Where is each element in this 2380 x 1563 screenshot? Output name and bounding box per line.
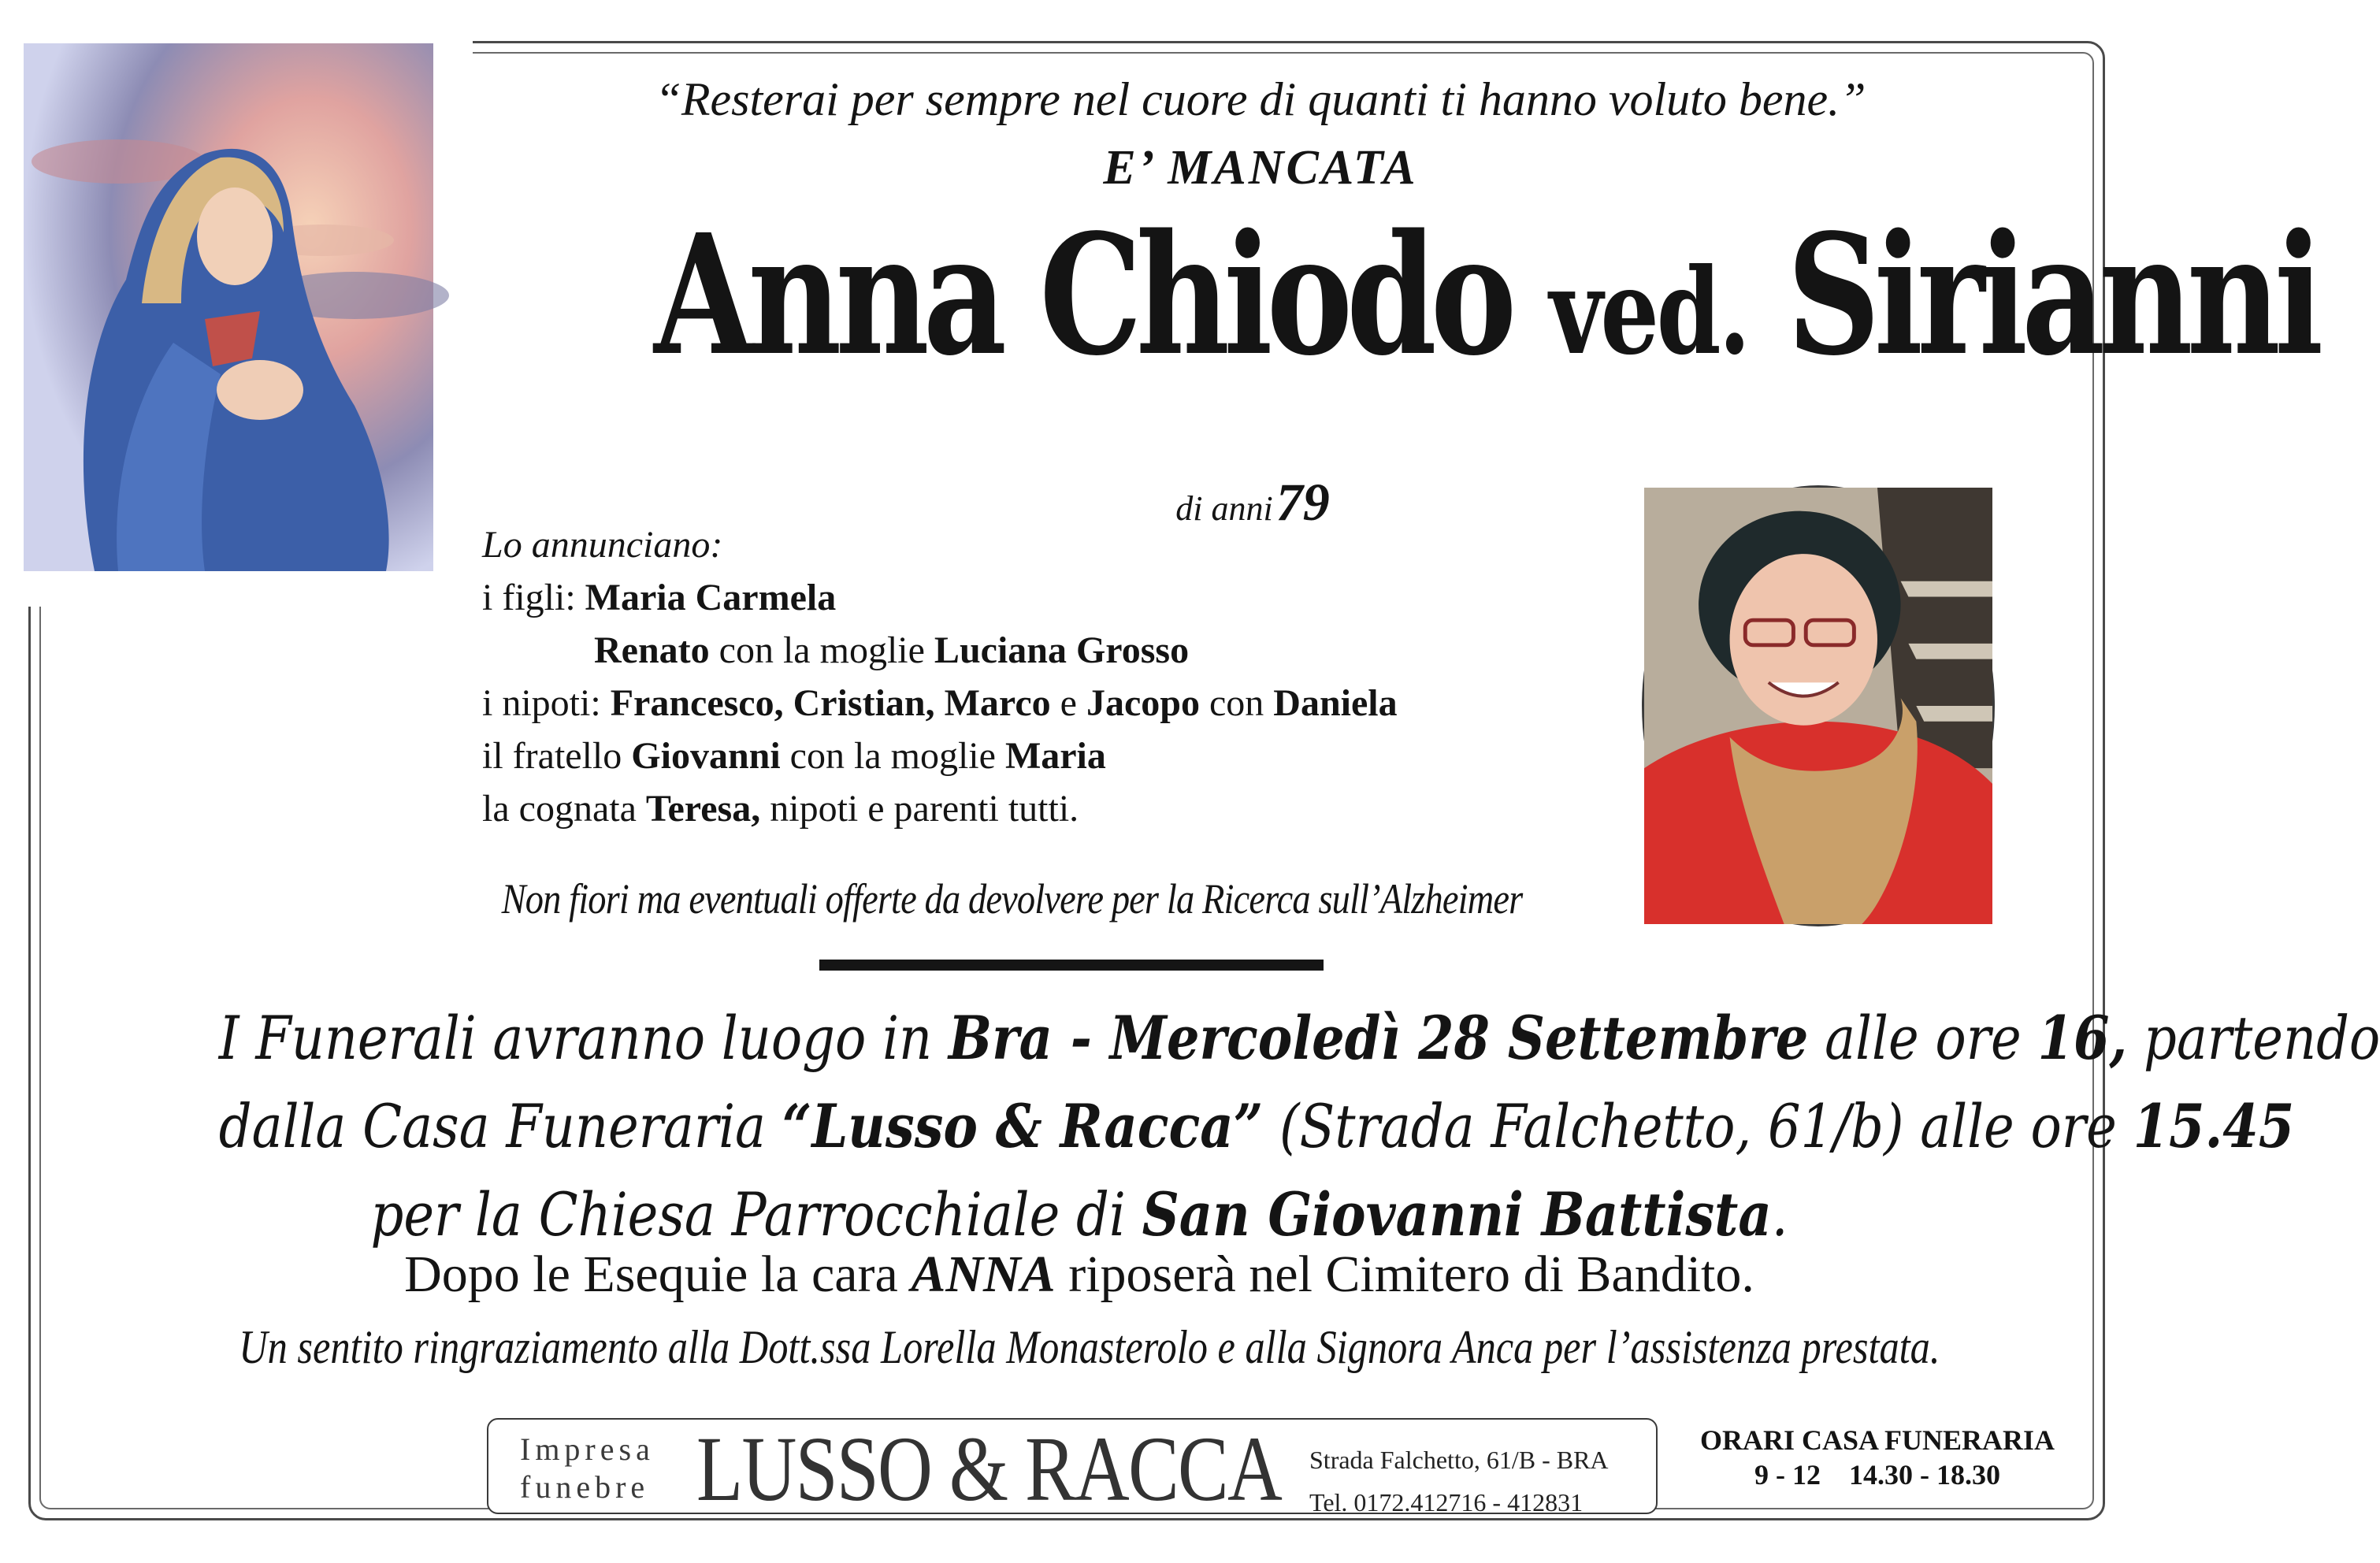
married-name: Sirianni <box>1787 198 2318 392</box>
children-line: i figli: Maria Carmela <box>482 577 837 618</box>
son-wife-name: Luciana Grosso <box>934 629 1190 671</box>
section-divider <box>819 960 1324 971</box>
funeral-line-2: dalla Casa Funeraria “Lusso & Racca” (Strada Falchetto, 61/b) alle ore 15.45 <box>218 1091 2295 1161</box>
burial-line: Dopo le Esequie la cara ANNA riposerà nel Cimitero di Bandito. <box>404 1246 1754 1303</box>
company-logo-text: LUSSO & RACCA <box>696 1417 1282 1520</box>
son-name: Renato <box>594 629 710 671</box>
grandchildren-line: i nipoti: Francesco, Cristian, Marco e Jacopo con Daniela <box>482 682 1398 724</box>
funeral-line-1: I Funerali avranno luogo in Bra - Mercoledì 28 Settembre alle ore 16, partendo <box>218 1003 2380 1073</box>
company-kind: Impresa funebre <box>520 1431 655 1505</box>
donation-note: Non fiori ma eventuali offerte da devolvere per la Ricerca sull’Alzheimer <box>501 875 1523 923</box>
memorial-quote: “Resterai per sempre nel cuore di quanti ti hanno voluto bene.” <box>655 73 1866 125</box>
son-line: Renato con la moglie Luciana Grosso <box>594 629 1190 671</box>
opening-hours <box>1684 1423 2070 1492</box>
first-name: Anna Chiodo <box>654 198 1511 392</box>
age-value: 79 <box>1275 472 1330 532</box>
deceased-name <box>654 198 2318 392</box>
passing-notice: E’ MANCATA <box>1103 141 1418 195</box>
funeral-home-box <box>487 1417 1658 1520</box>
burial-name: ANNA <box>911 1246 1056 1303</box>
funeral-line-3: per la Chiesa Parrocchiale di San Giovanni Battista. <box>370 1179 1788 1249</box>
deceased-photo <box>1642 485 1995 926</box>
widow-marker: ved. <box>1549 243 1749 381</box>
madonna-image <box>24 43 433 571</box>
company-address: Strada Falchetto, 61/B - BRA Tel. 0172.412716 - 412831 <box>1309 1446 1609 1517</box>
hours-title: ORARI CASA FUNERARIA <box>1699 1424 2055 1456</box>
sister-in-law-line: la cognata Teresa, nipoti e parenti tutti. <box>482 788 1079 830</box>
announcers-intro: Lo annunciano: <box>482 524 723 566</box>
daughter-name: Maria Carmela <box>585 577 837 618</box>
announcers-block <box>482 518 1398 835</box>
brother-line: il fratello Giovanni con la moglie Maria <box>482 735 1106 777</box>
thanks-line: Un sentito ringraziamento alla Dott.ssa Lorella Monasterolo e alla Signora Anca per l’assistenza prestata. <box>239 1321 1940 1373</box>
age-label: di anni <box>1175 489 1273 528</box>
hours-times: 9 - 12 14.30 - 18.30 <box>1754 1459 2000 1491</box>
funeral-details <box>218 994 2380 1259</box>
